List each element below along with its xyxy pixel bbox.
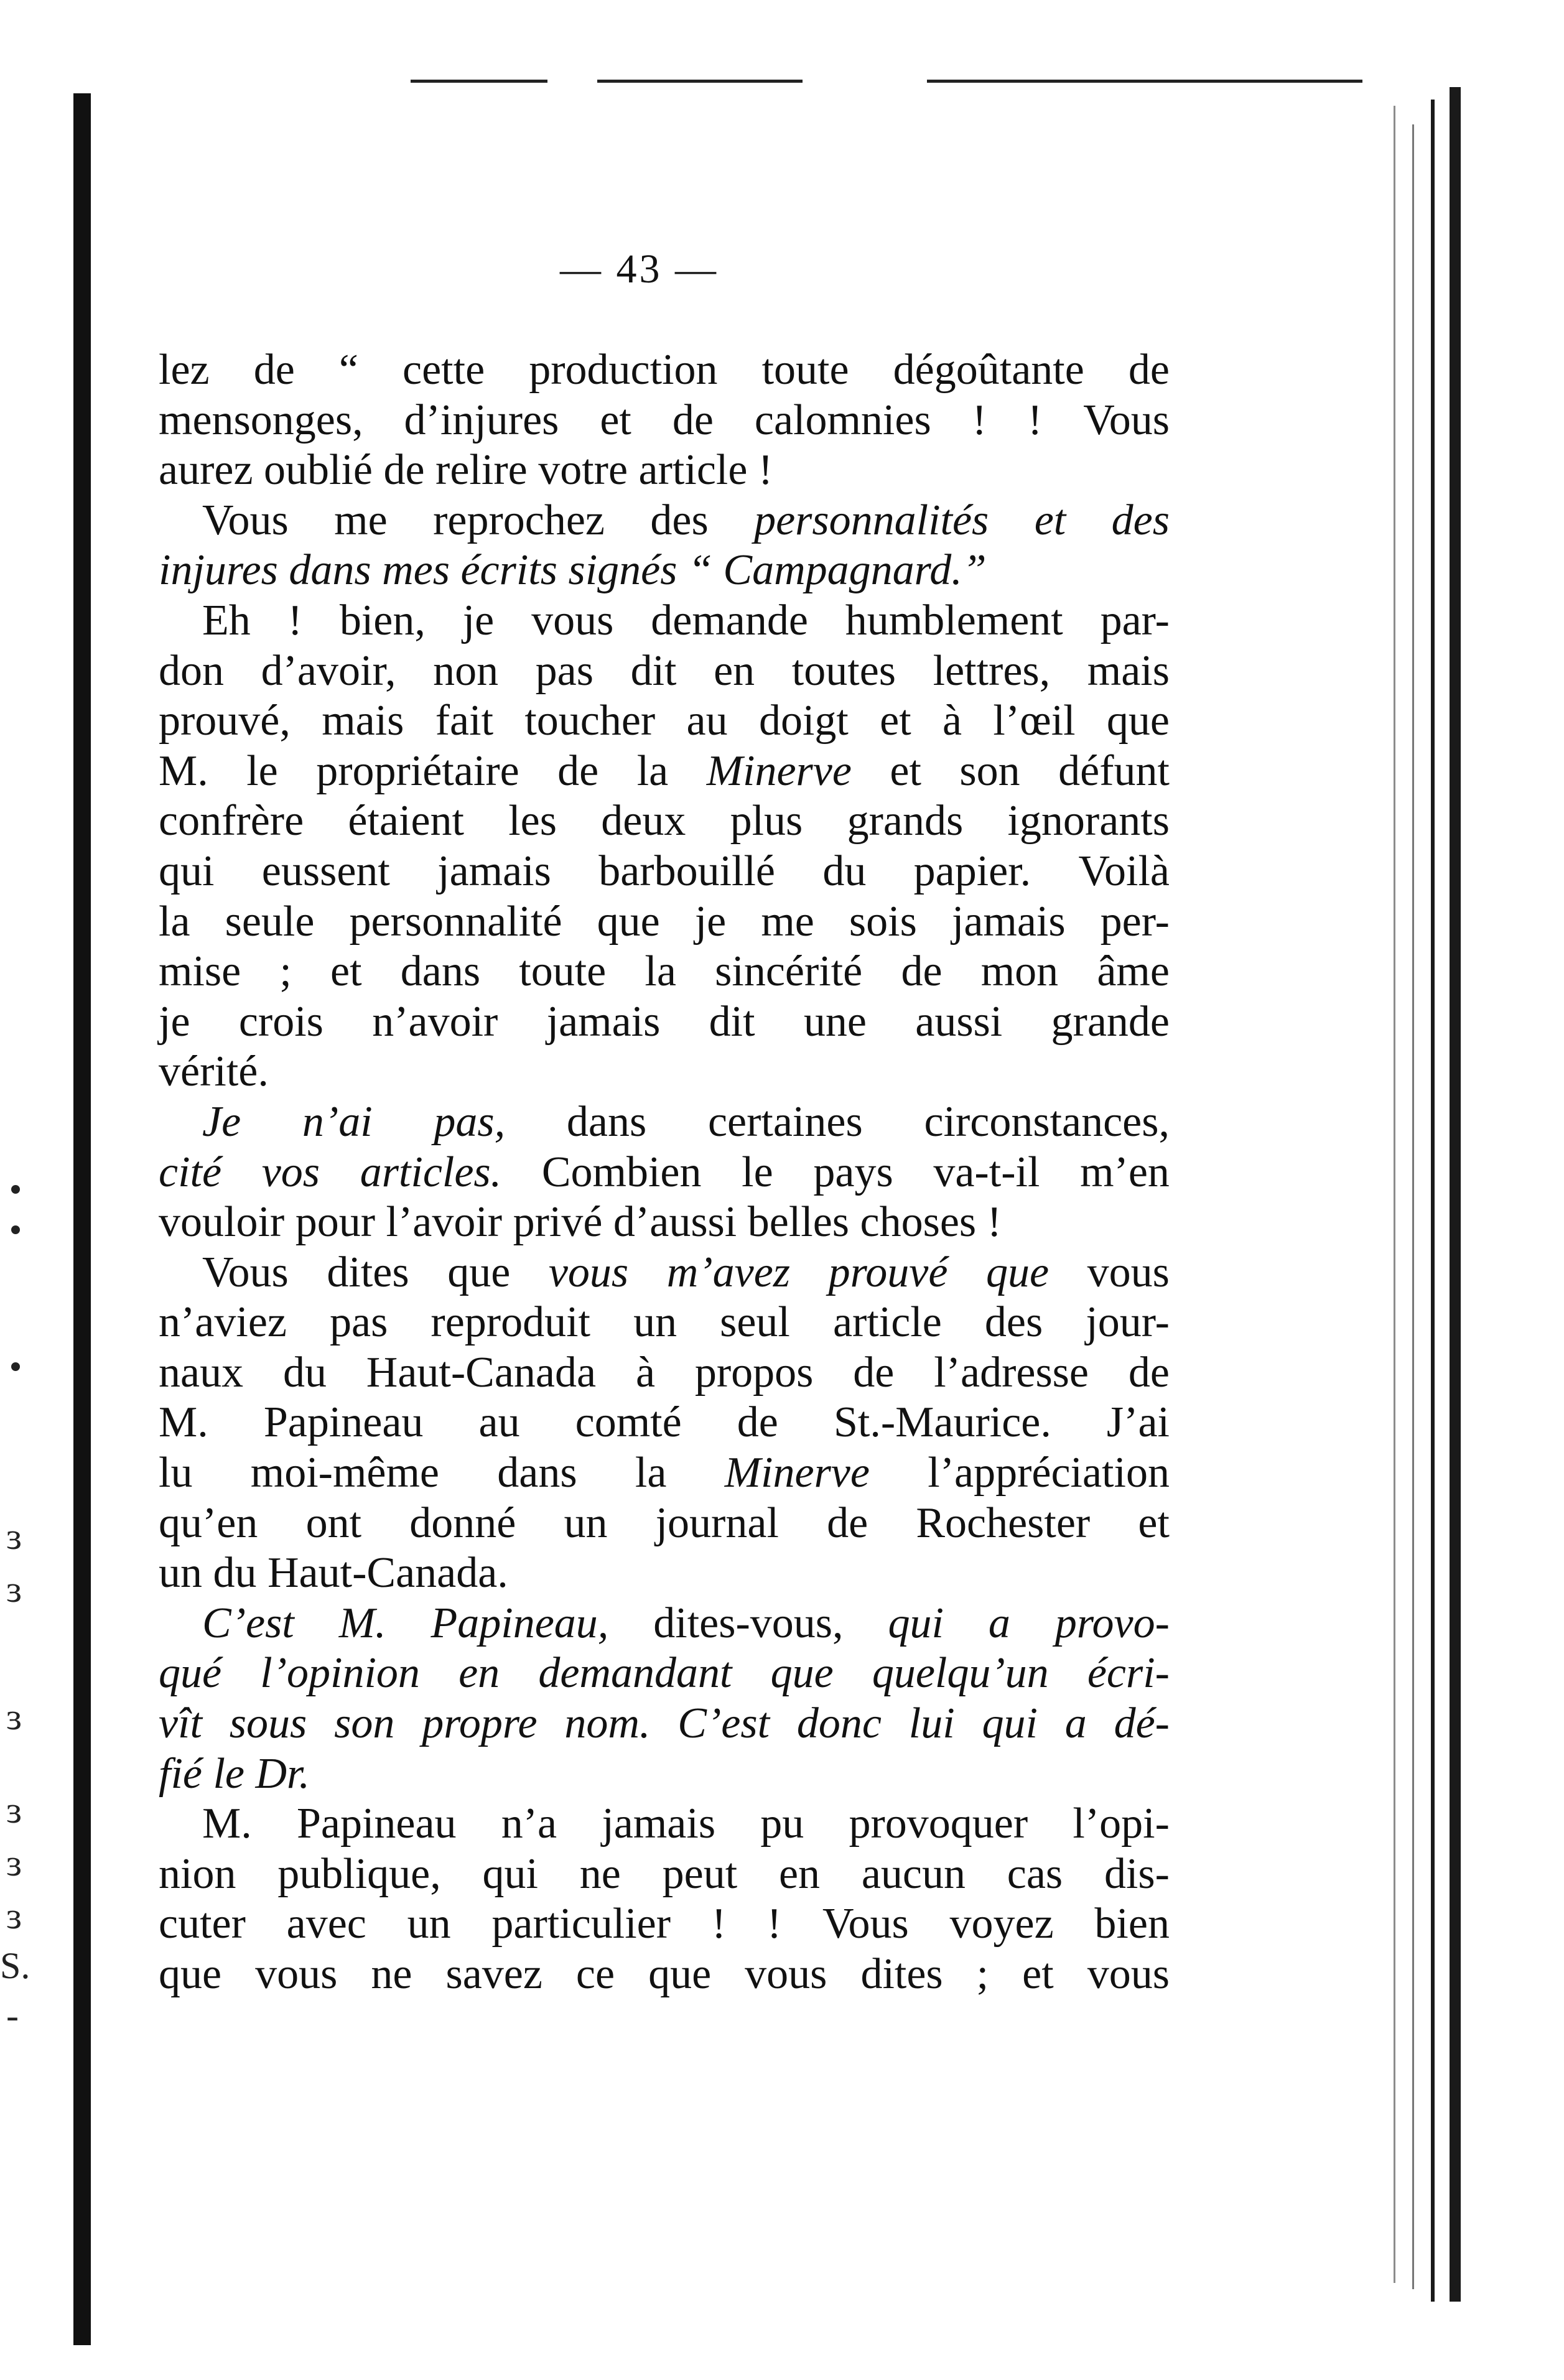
text-line	[159, 1348, 1170, 1398]
margin-mark: ɜ	[6, 1843, 22, 1884]
word: seule	[225, 897, 315, 946]
word: lez	[159, 346, 210, 394]
word: jour-	[1086, 1298, 1170, 1347]
word: Vous	[1083, 396, 1170, 444]
italic-word: que	[770, 1649, 834, 1698]
word: provoquer	[849, 1800, 1028, 1848]
margin-dot	[11, 1362, 20, 1371]
word: !	[766, 1900, 782, 1948]
italic-word: a	[1064, 1699, 1087, 1748]
text-line	[159, 646, 1170, 697]
word: de	[1128, 346, 1170, 394]
page-number: — 43 —	[560, 246, 719, 292]
word: Papineau	[296, 1800, 457, 1848]
italic-word: des	[1111, 496, 1170, 544]
margin-dot	[11, 1225, 20, 1234]
word: reprochez	[433, 496, 605, 544]
word: qui	[482, 1849, 538, 1898]
text-line	[159, 897, 1170, 947]
word: moi-même	[250, 1449, 439, 1497]
text-line	[159, 1950, 1170, 2000]
word: ce	[575, 1950, 615, 1998]
word: l’adresse	[934, 1348, 1089, 1397]
word: je	[694, 897, 727, 946]
word: à	[635, 1348, 656, 1397]
word: mais	[322, 697, 404, 745]
word: demande	[651, 596, 808, 644]
italic-word: donc	[796, 1699, 882, 1748]
margin-mark: ɜ	[6, 1895, 22, 1936]
word: je	[462, 596, 495, 644]
word: prouvé,	[159, 697, 291, 745]
word: cas	[1007, 1849, 1063, 1898]
word: en	[714, 646, 755, 695]
word: propos	[694, 1348, 814, 1397]
italic-word: nom.	[564, 1699, 651, 1748]
text-line	[159, 596, 1170, 646]
word: publique,	[277, 1849, 441, 1898]
word: M.	[159, 1398, 208, 1447]
word: deux	[601, 797, 686, 845]
italic-word: m’avez	[666, 1248, 791, 1296]
word: d’avoir,	[261, 646, 396, 695]
word: du	[282, 1348, 327, 1397]
italic-word: provo-	[1054, 1599, 1170, 1647]
word: au	[478, 1398, 520, 1447]
word: dans	[400, 947, 481, 996]
text-line	[159, 1799, 1170, 1849]
text-line	[159, 1699, 1170, 1749]
word: l’œil	[993, 697, 1076, 745]
top-edge-rule	[597, 80, 803, 83]
word: cette	[403, 346, 485, 394]
word: la	[635, 1449, 667, 1497]
top-edge-rule	[927, 80, 1362, 83]
word: grande	[1051, 997, 1170, 1046]
word: dis-	[1104, 1849, 1170, 1898]
italic-word: quelqu’un	[872, 1649, 1049, 1698]
word: une	[803, 997, 867, 1046]
word: les	[508, 797, 557, 845]
word: Combien	[541, 1148, 702, 1196]
word: la	[636, 746, 669, 795]
word: aucun	[861, 1849, 966, 1898]
word: production	[529, 346, 718, 394]
margin-mark: ɜ	[6, 1569, 22, 1610]
word: mais	[1087, 646, 1170, 695]
word: va-t-il	[933, 1148, 1040, 1196]
word: en	[778, 1849, 821, 1898]
body-text	[159, 345, 1170, 2000]
text-line	[159, 1548, 1170, 1599]
word: mon	[980, 947, 1059, 996]
word: que	[648, 1950, 712, 1998]
word: d’injures	[404, 396, 559, 444]
word: papier.	[913, 847, 1031, 895]
word: l’opi-	[1073, 1800, 1170, 1848]
word: eussent	[261, 847, 390, 895]
margin-mark: -	[6, 1995, 19, 2036]
word: que	[597, 897, 660, 946]
italic-word: propre	[422, 1699, 538, 1748]
word: vous	[745, 1950, 827, 1998]
word: dites	[860, 1950, 943, 1998]
top-edge-rule	[411, 80, 547, 83]
italic-word: écri-	[1087, 1649, 1170, 1698]
word: certaines	[707, 1097, 863, 1146]
word: don	[159, 646, 224, 695]
word: non	[433, 646, 499, 695]
word: de	[672, 396, 714, 444]
word: donné	[409, 1499, 516, 1547]
word: de	[901, 947, 943, 996]
italic-word: demandant	[538, 1649, 732, 1698]
word: le	[246, 746, 278, 795]
word: Vous	[822, 1900, 909, 1948]
word: à	[943, 697, 962, 745]
italic-word: son	[334, 1699, 395, 1748]
word: jamais	[602, 1800, 716, 1848]
word: de	[737, 1398, 778, 1447]
right-page-edge	[1394, 106, 1395, 2283]
word: jamais	[437, 847, 551, 895]
word: comté	[575, 1398, 682, 1447]
word: que	[447, 1248, 511, 1296]
italic-word: personnalités	[754, 496, 989, 544]
word: confrère	[159, 797, 304, 845]
word: cuter	[159, 1900, 246, 1948]
word: vous	[1087, 1950, 1170, 1998]
margin-dot	[11, 1185, 20, 1194]
word: !	[972, 396, 987, 444]
word: de	[853, 1348, 895, 1397]
word: me	[761, 897, 814, 946]
word: toucher	[524, 697, 656, 745]
italic-text: fié le Dr.	[159, 1749, 310, 1798]
word: plus	[730, 797, 803, 845]
word: de	[1128, 1348, 1170, 1397]
word: qui	[159, 847, 215, 895]
word: de	[253, 346, 295, 394]
italic-word: qué	[159, 1649, 222, 1698]
text-line	[159, 997, 1170, 1048]
text-line	[159, 847, 1170, 897]
word: M.	[202, 1800, 252, 1848]
word: toutes	[791, 646, 896, 695]
word: le	[742, 1148, 773, 1196]
word: J’ai	[1106, 1398, 1170, 1447]
margin-mark: ɜ	[6, 1516, 22, 1557]
text-line	[159, 1499, 1170, 1549]
italic-text: injures dans mes écrits signés “ Campagnard.”	[159, 546, 987, 595]
word: Voilà	[1078, 847, 1170, 895]
word: lettres,	[933, 646, 1051, 695]
text-line	[159, 796, 1170, 847]
word: ;	[976, 1950, 989, 1998]
word: des	[984, 1298, 1043, 1347]
word: vous	[531, 596, 614, 644]
word: !	[711, 1900, 727, 1948]
word: la	[645, 947, 676, 996]
word: savez	[445, 1950, 542, 1998]
word: jamais	[951, 897, 1066, 946]
word: barbouillé	[598, 847, 775, 895]
word: voyez	[949, 1900, 1054, 1948]
word: Vous	[202, 496, 289, 544]
word: ont	[305, 1499, 362, 1547]
italic-word: et	[1034, 496, 1066, 544]
text-line	[159, 1899, 1170, 1950]
italic-word: cité	[159, 1148, 222, 1196]
italic-word: en	[458, 1649, 500, 1698]
word: et	[1022, 1950, 1054, 1998]
text-line	[159, 1849, 1170, 1900]
text-line	[159, 1298, 1170, 1348]
word: ne	[371, 1950, 412, 1998]
word: bien	[1094, 1900, 1170, 1948]
margin-mark: S.	[0, 1945, 30, 1986]
text-line	[159, 496, 1170, 546]
word: naux	[159, 1348, 244, 1397]
text-line	[159, 1197, 1170, 1248]
text-line	[159, 1448, 1170, 1499]
word: me	[334, 496, 388, 544]
word: avec	[286, 1900, 366, 1948]
word: dites-vous,	[653, 1599, 844, 1647]
word: dégoûtante	[893, 346, 1084, 394]
text-line	[159, 1398, 1170, 1448]
word: son	[959, 746, 1020, 795]
word: étaient	[348, 797, 464, 845]
word: “	[338, 346, 358, 394]
word: reproduit	[431, 1298, 590, 1347]
word: dans	[566, 1097, 647, 1146]
text-line	[159, 345, 1170, 396]
italic-word: vous	[548, 1248, 629, 1296]
word: St.-Maurice.	[833, 1398, 1051, 1447]
word: Vous	[202, 1248, 289, 1296]
word: doigt	[758, 697, 849, 745]
italic-word: a	[988, 1599, 1010, 1647]
word: du	[822, 847, 867, 895]
word: mensonges,	[159, 396, 363, 444]
word: aussi	[915, 997, 1003, 1046]
word: fait	[435, 697, 494, 745]
word: je	[159, 997, 190, 1046]
word: propriétaire	[316, 746, 519, 795]
word: dit	[709, 997, 755, 1046]
text-line	[159, 1648, 1170, 1699]
word: pas	[330, 1298, 388, 1347]
word: pu	[760, 1800, 804, 1848]
word: l’appréciation	[928, 1449, 1170, 1497]
word: peut	[662, 1849, 738, 1898]
text-run: vérité.	[159, 1048, 269, 1096]
right-page-edge	[1431, 100, 1435, 2302]
word: que	[1106, 697, 1170, 745]
word: de	[557, 746, 599, 795]
word: particulier	[491, 1900, 671, 1948]
word: toute	[519, 947, 607, 996]
word: la	[159, 897, 190, 946]
word: n’avoir	[372, 997, 498, 1046]
word: pays	[813, 1148, 893, 1196]
italic-word: Minerve	[724, 1449, 870, 1497]
text-line	[159, 1047, 1170, 1097]
word: mise	[159, 947, 241, 996]
text-run: vouloir pour l’avoir privé d’aussi belles choses !	[159, 1198, 1002, 1247]
italic-word: que	[986, 1248, 1050, 1296]
italic-word: vos	[261, 1148, 320, 1196]
text-run: un du Haut-Canada.	[159, 1549, 508, 1597]
word: m’en	[1080, 1148, 1170, 1196]
text-line	[159, 546, 1170, 596]
word: bien,	[339, 596, 426, 644]
word: jamais	[546, 997, 661, 1046]
italic-word: prouvé	[828, 1248, 948, 1296]
word: Papineau	[263, 1398, 424, 1447]
word: nion	[159, 1849, 236, 1898]
word: !	[1027, 396, 1043, 444]
text-line	[159, 696, 1170, 746]
word: qu’en	[159, 1499, 258, 1547]
italic-word: C’est	[677, 1699, 770, 1748]
text-line	[159, 445, 1170, 496]
italic-word: vît	[159, 1699, 202, 1748]
word: par-	[1100, 596, 1170, 644]
word: au	[686, 697, 728, 745]
word: personnalité	[349, 897, 562, 946]
text-line	[159, 1097, 1170, 1148]
italic-word: pas,	[434, 1097, 506, 1146]
text-line	[159, 1749, 1170, 1800]
italic-word: M.	[338, 1599, 386, 1647]
word: sincérité	[715, 947, 863, 996]
word: et	[600, 396, 631, 444]
word: et	[330, 947, 362, 996]
italic-word: Minerve	[706, 746, 852, 795]
italic-word: l’opinion	[260, 1649, 420, 1698]
word: Eh	[202, 596, 251, 644]
margin-mark: ɜ	[6, 1696, 22, 1737]
word: journal	[655, 1499, 779, 1547]
italic-word: n’ai	[302, 1097, 373, 1146]
word: vous	[255, 1950, 338, 1998]
italic-word: qui	[888, 1599, 944, 1647]
word: crois	[238, 997, 324, 1046]
italic-word: qui	[982, 1699, 1038, 1748]
word: article	[832, 1298, 942, 1347]
italic-word: sous	[229, 1699, 307, 1748]
word: un	[633, 1298, 677, 1347]
word: n’a	[501, 1800, 557, 1848]
italic-word: C’est	[202, 1599, 294, 1647]
right-page-edge	[1450, 87, 1461, 2302]
word: que	[159, 1950, 222, 1998]
word: sois	[849, 897, 917, 946]
word: ne	[579, 1849, 621, 1898]
word: n’aviez	[159, 1298, 287, 1347]
word: ignorants	[1007, 797, 1170, 845]
text-line	[159, 1599, 1170, 1649]
text-line	[159, 947, 1170, 997]
italic-word: Je	[202, 1097, 241, 1146]
word: de	[827, 1499, 868, 1547]
word: un	[407, 1900, 451, 1948]
word: toute	[761, 346, 849, 394]
right-page-edge	[1412, 124, 1414, 2289]
word: vous	[1087, 1248, 1170, 1296]
binding-spine	[73, 93, 91, 2345]
word: seul	[720, 1298, 790, 1347]
word: calomnies	[754, 396, 931, 444]
margin-mark: ɜ	[6, 1790, 22, 1831]
word: per-	[1100, 897, 1170, 946]
word: défunt	[1058, 746, 1170, 795]
text-line	[159, 746, 1170, 797]
word: et	[1138, 1499, 1170, 1547]
word: pas	[535, 646, 593, 695]
word: circonstances,	[924, 1097, 1170, 1146]
word: !	[287, 596, 302, 644]
word: dit	[630, 646, 677, 695]
word: un	[564, 1499, 608, 1547]
word: M.	[159, 746, 208, 795]
italic-word: dé-	[1114, 1699, 1170, 1748]
text-line	[159, 1148, 1170, 1198]
word: Rochester	[916, 1499, 1091, 1547]
word: dites	[327, 1248, 409, 1296]
word: âme	[1097, 947, 1170, 996]
text-line	[159, 396, 1170, 446]
word: et	[890, 746, 921, 795]
italic-word: articles.	[360, 1148, 502, 1196]
word: Haut-Canada	[366, 1348, 597, 1397]
word: et	[880, 697, 911, 745]
word: lu	[159, 1449, 193, 1497]
word: grands	[847, 797, 964, 845]
text-line	[159, 1248, 1170, 1298]
italic-word: lui	[908, 1699, 955, 1748]
word: humblement	[845, 596, 1063, 644]
word: ;	[279, 947, 292, 996]
italic-word: Papineau,	[431, 1599, 609, 1647]
text-run: aurez oublié de relire votre article !	[159, 446, 773, 495]
word: dans	[497, 1449, 577, 1497]
word: des	[650, 496, 709, 544]
